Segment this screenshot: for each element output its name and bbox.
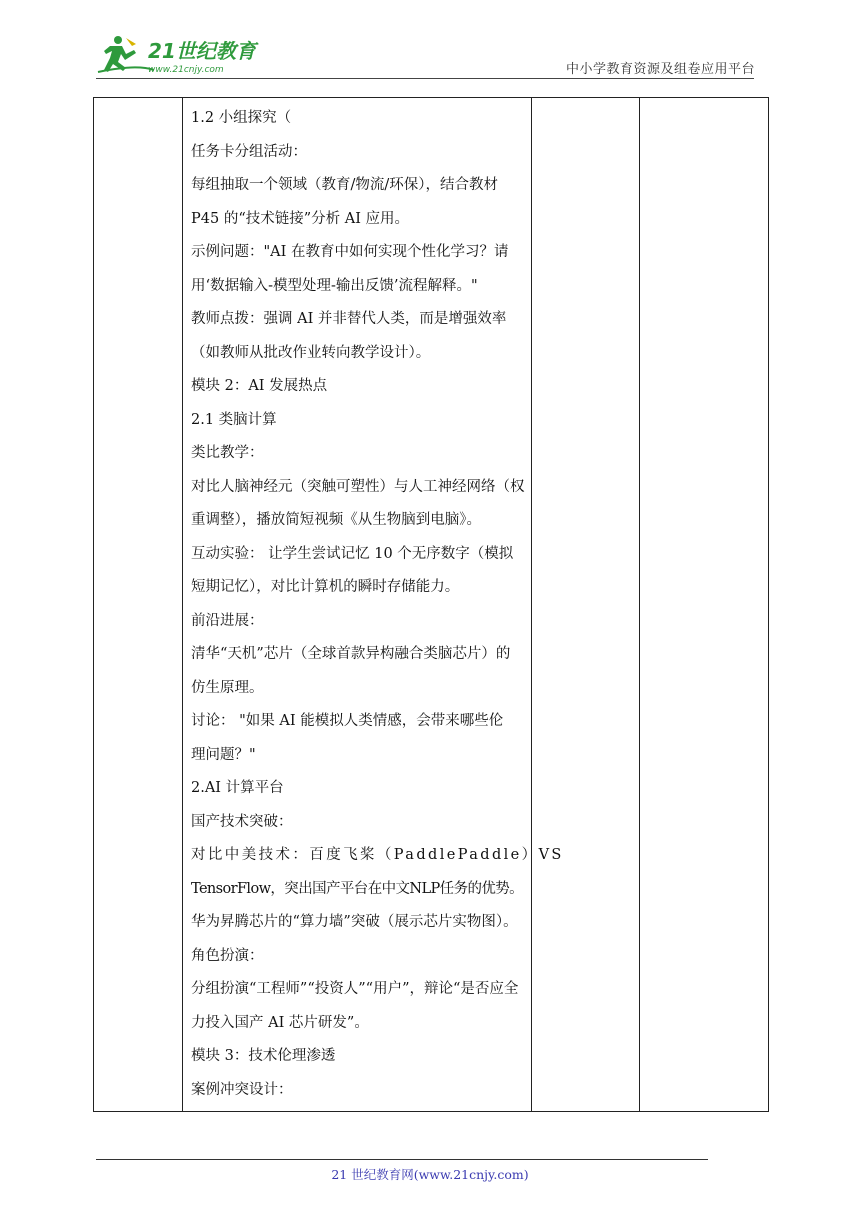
footer-divider	[96, 1159, 708, 1160]
content-line: TensorFlow，突出国产平台在中文NLP任务的优势。	[191, 880, 524, 897]
content-line: 清华“天机”芯片（全球首款异构融合类脑芯片）的	[191, 646, 511, 662]
content-line: 互动实验： 让学生尝试记忆 10 个无序数字（模拟	[191, 545, 514, 562]
site-logo	[96, 34, 266, 78]
logo-text: 21世纪教育	[148, 39, 256, 63]
content-line: 力投入国产 AI 芯片研发”。	[191, 1014, 369, 1031]
content-line: 重调整），播放简短视频《从生物脑到电脑》。	[191, 512, 481, 528]
table-cell-design-intent	[640, 98, 769, 1112]
content-line: 案例冲突设计：	[191, 1081, 293, 1098]
header-divider	[96, 78, 754, 79]
content-line: 对比中美技术：百度飞桨（PaddlePaddle）VS	[191, 847, 564, 863]
content-line: 角色扮演：	[191, 947, 264, 964]
content-line: 2.1 类脑计算	[191, 411, 277, 428]
content-line: 对比人脑神经元（突触可塑性）与人工神经网络（权	[191, 478, 525, 495]
content-line: 国产技术突破：	[191, 813, 293, 830]
content-line: 分组扮演“工程师”“投资人”“用户”，辩论“是否应全	[191, 981, 519, 997]
content-line: 华为昇腾芯片的“算力墙”突破（展示芯片实物图）。	[191, 914, 518, 930]
content-line: P45 的“技术链接”分析 AI 应用。	[191, 210, 410, 227]
content-line: 每组抽取一个领域（教育/物流/环保），结合教材	[191, 177, 499, 193]
table-row	[94, 98, 769, 1112]
lesson-table	[93, 97, 769, 1112]
content-line: 用‘数据输入-模型处理-输出反馈’流程解释。"	[191, 277, 478, 294]
content-line: 类比教学：	[191, 445, 264, 461]
platform-name: 中小学教育资源及组卷应用平台	[565, 62, 755, 77]
table-cell-stage	[94, 98, 183, 1112]
content-line: 讨论： "如果 AI 能模拟人类情感，会带来哪些伦	[191, 713, 504, 729]
content-lines	[183, 98, 564, 1107]
content-line: 任务卡分组活动：	[191, 143, 307, 160]
content-line: （如教师从批改作业转向教学设计）。	[191, 344, 431, 361]
content-line: 示例问题："AI 在教育中如何实现个性化学习？请	[191, 244, 509, 260]
content-line: 仿生原理。	[191, 679, 264, 696]
content-line: 模块 3：技术伦理渗透	[191, 1048, 336, 1064]
content-line: 教师点拨：强调 AI 并非替代人类，而是增强效率	[191, 311, 507, 327]
runner-logo-icon	[96, 34, 266, 78]
content-line: 模块 2：AI 发展热点	[191, 378, 328, 394]
content-line: 前沿进展：	[191, 612, 264, 629]
content-line: 理问题？"	[191, 746, 256, 763]
table-cell-content	[183, 98, 564, 1112]
content-line: 2.AI 计算平台	[191, 780, 284, 796]
page-header	[0, 0, 860, 80]
content-line: 短期记忆），对比计算机的瞬时存储能力。	[191, 579, 460, 595]
content-line: 1.2 小组探究（	[191, 110, 292, 126]
table-cell-student-activity	[532, 98, 640, 1112]
footer-link[interactable]: 21 世纪教育网(www.21cnjy.com)	[331, 1167, 529, 1182]
logo-url: www.21cnjy.com	[148, 65, 224, 75]
